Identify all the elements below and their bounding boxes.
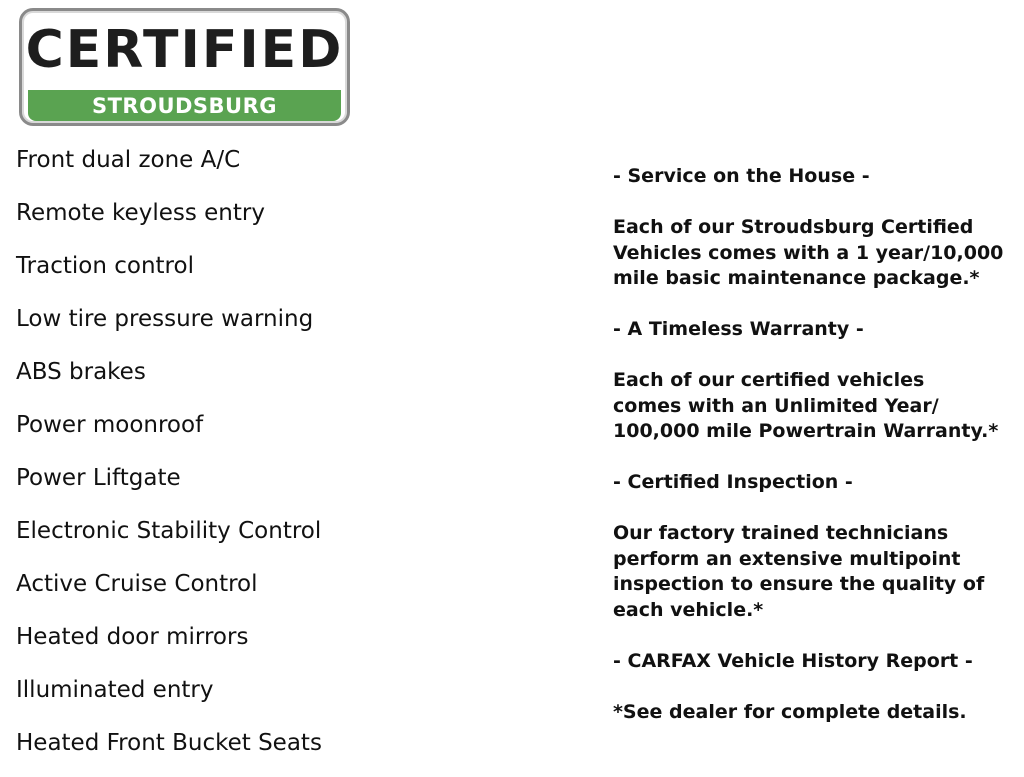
disclaimer-text: *See dealer for complete details.	[613, 700, 967, 723]
logo-title: CERTIFIED	[25, 20, 344, 80]
feature-item: Illuminated entry	[16, 677, 214, 703]
feature-item: Power Liftgate	[16, 465, 181, 491]
certified-stroudsburg-logo	[19, 8, 350, 126]
feature-item: Heated Front Bucket Seats	[16, 730, 322, 756]
feature-item: Power moonroof	[16, 412, 204, 438]
logo-subtitle: STROUDSBURG	[28, 90, 341, 121]
service-heading: - Service on the House -	[613, 165, 870, 187]
inspection-text: Our factory trained technicians perform an extensive multipoint inspection to ensure the quality of each vehicle.*	[613, 522, 985, 621]
inspection-heading: - Certified Inspection -	[613, 471, 853, 493]
feature-item: Low tire pressure warning	[16, 306, 314, 332]
feature-item: Electronic Stability Control	[16, 518, 322, 544]
certified-benefits	[613, 164, 1013, 725]
feature-item: Traction control	[16, 253, 194, 279]
features-list	[16, 141, 322, 777]
warranty-text: Each of our certified vehicles comes with an Unlimited Year/ 100,000 mile Powertrain Warranty.*	[613, 369, 999, 442]
feature-item: Active Cruise Control	[16, 571, 258, 597]
feature-item: Front dual zone A/C	[16, 147, 241, 173]
warranty-heading: - A Timeless Warranty -	[613, 318, 864, 340]
service-text: Each of our Stroudsburg Certified Vehicles comes with a 1 year/10,000 mile basic maintenance package.*	[613, 216, 1004, 289]
feature-item: ABS brakes	[16, 359, 146, 385]
feature-item: Remote keyless entry	[16, 200, 265, 226]
feature-item: Heated door mirrors	[16, 624, 249, 650]
carfax-heading: - CARFAX Vehicle History Report -	[613, 649, 973, 672]
